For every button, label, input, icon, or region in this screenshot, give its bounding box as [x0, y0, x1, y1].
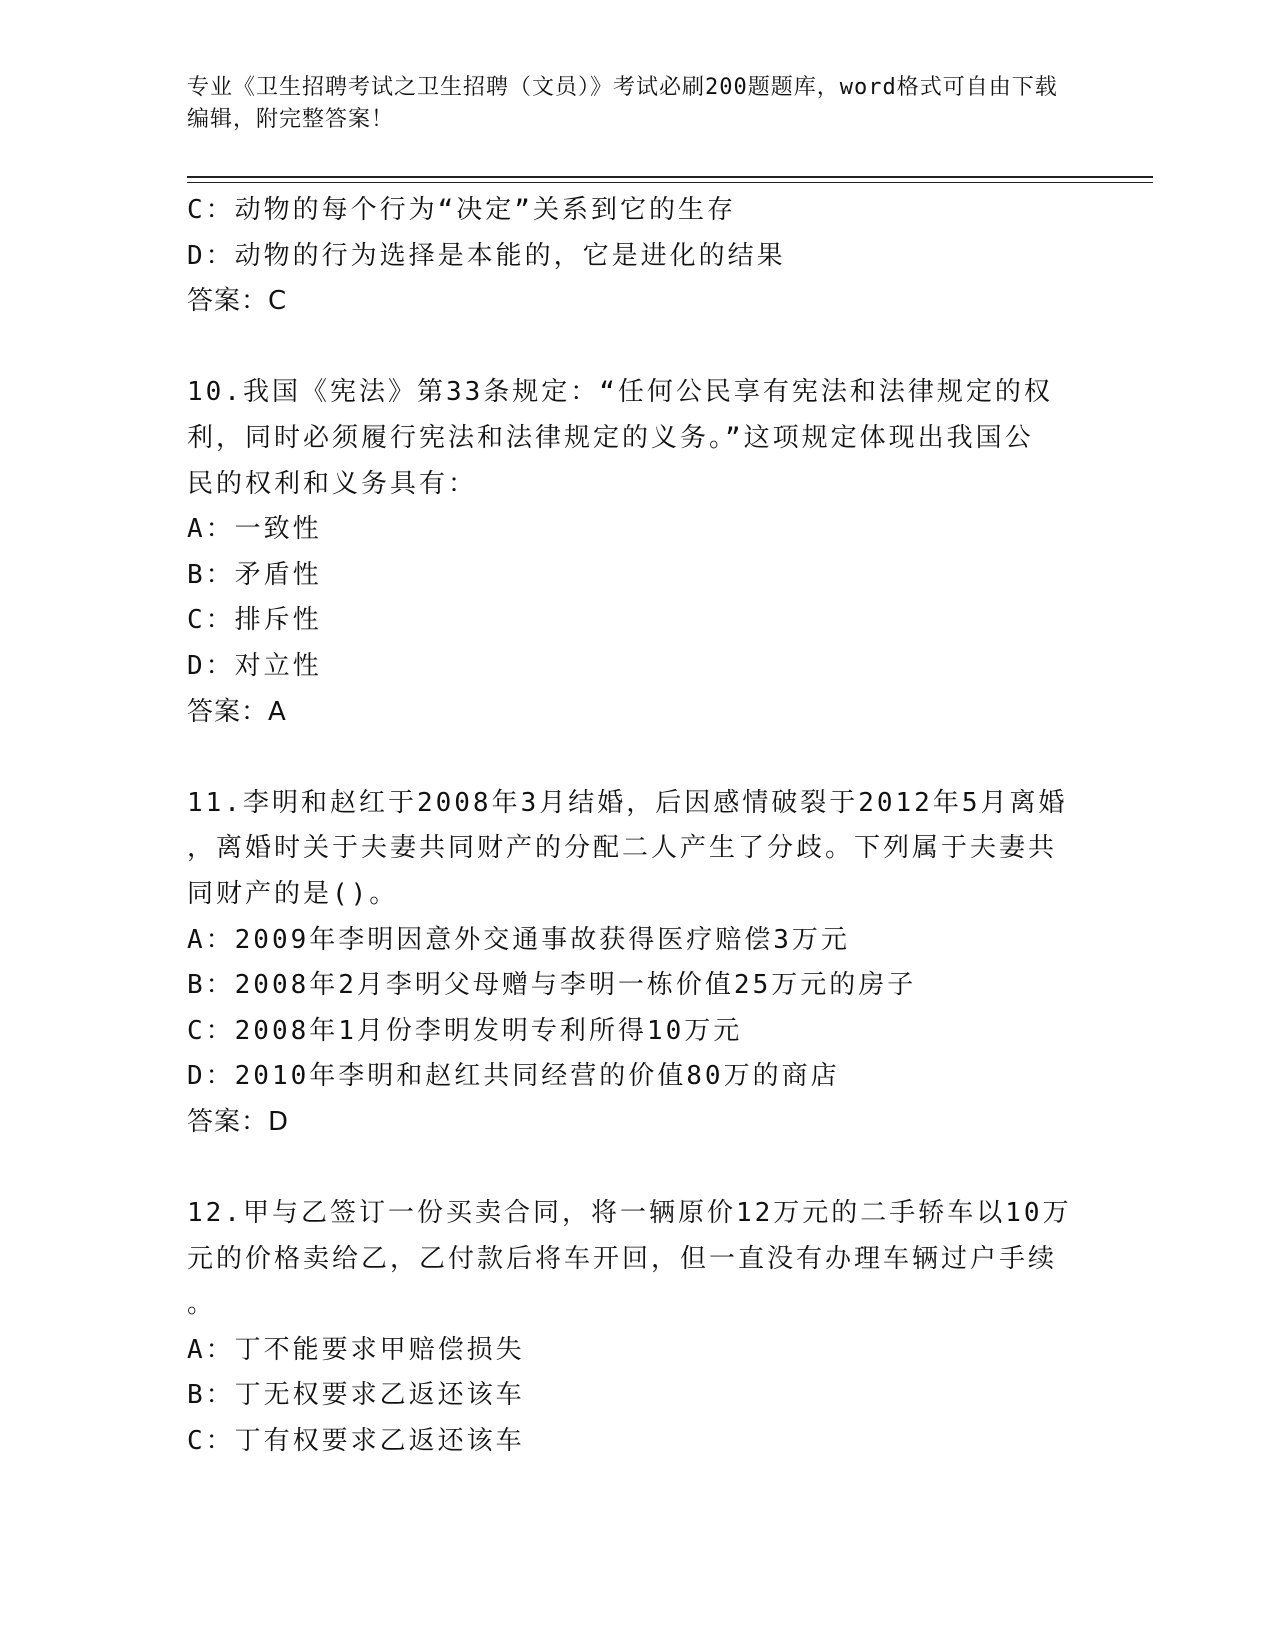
question-12	[187, 1191, 1072, 1465]
option-c: C：丁有权要求乙返还该车	[187, 1426, 525, 1457]
question-stem-line: 12.甲与乙签订一份买卖合同，将一辆原价12万元的二手轿车以10万	[187, 1198, 1072, 1229]
option-c: C：排斥性	[187, 605, 322, 636]
option-a: A：丁不能要求甲赔偿损失	[187, 1334, 525, 1365]
option-a: A：2009年李明因意外交通事故获得医疗赔偿3万元	[187, 924, 850, 955]
option-d: D：2010年李明和赵红共同经营的价值80万的商店	[187, 1061, 840, 1092]
option-d: D：对立性	[187, 650, 322, 681]
question-stem-line: 11.李明和赵红于2008年3月结婚，后因感情破裂于2012年5月离婚	[187, 787, 1068, 818]
option-b: B：丁无权要求乙返还该车	[187, 1380, 525, 1411]
option-c: C：动物的每个行为“决定”关系到它的生存	[187, 195, 736, 225]
question-list	[187, 188, 1072, 1465]
question-stem-line: 10.我国《宪法》第33条规定：“任何公民享有宪法和法律规定的权	[187, 377, 1053, 408]
answer: 答案：A	[187, 696, 287, 727]
header-rule-thin	[187, 182, 1153, 183]
spacer	[187, 325, 1067, 371]
answer: 答案：D	[187, 1106, 290, 1137]
answer: 答案：C	[187, 286, 288, 317]
question-10	[187, 370, 1067, 735]
option-b: B：矛盾性	[187, 559, 322, 590]
question-stem-line: 同财产的是()。	[187, 878, 399, 909]
option-a: A：一致性	[187, 514, 322, 545]
question-stem-line: 利，同时必须履行宪法和法律规定的义务。”这项规定体现出我国公	[187, 422, 1034, 453]
question-11	[187, 781, 1067, 1146]
option-c: C：2008年1月份李明发明专利所得10万元	[187, 1015, 743, 1046]
option-d: D：动物的行为选择是本能的，它是进化的结果	[187, 240, 786, 271]
question-stem-line: 。	[187, 1289, 217, 1320]
spacer	[187, 1145, 1067, 1191]
option-b: B：2008年2月李明父母赠与李明一栋价值25万元的房子	[187, 970, 917, 1001]
header-rule	[187, 176, 1153, 178]
question-9	[187, 188, 1067, 325]
spacer	[187, 735, 1067, 781]
document-header	[187, 72, 1067, 136]
question-stem-line: 民的权利和义务具有：	[187, 468, 478, 499]
header-title: 专业《卫生招聘考试之卫生招聘（文员）》考试必刷200题题库，word格式可自由下载编辑，附完整答案！	[187, 75, 1058, 132]
question-stem-line: ，离婚时关于夫妻共同财产的分配二人产生了分歧。下列属于夫妻共	[187, 833, 1058, 864]
question-stem-line: 元的价格卖给乙，乙付款后将车开回，但一直没有办理车辆过户手续	[187, 1243, 1058, 1274]
